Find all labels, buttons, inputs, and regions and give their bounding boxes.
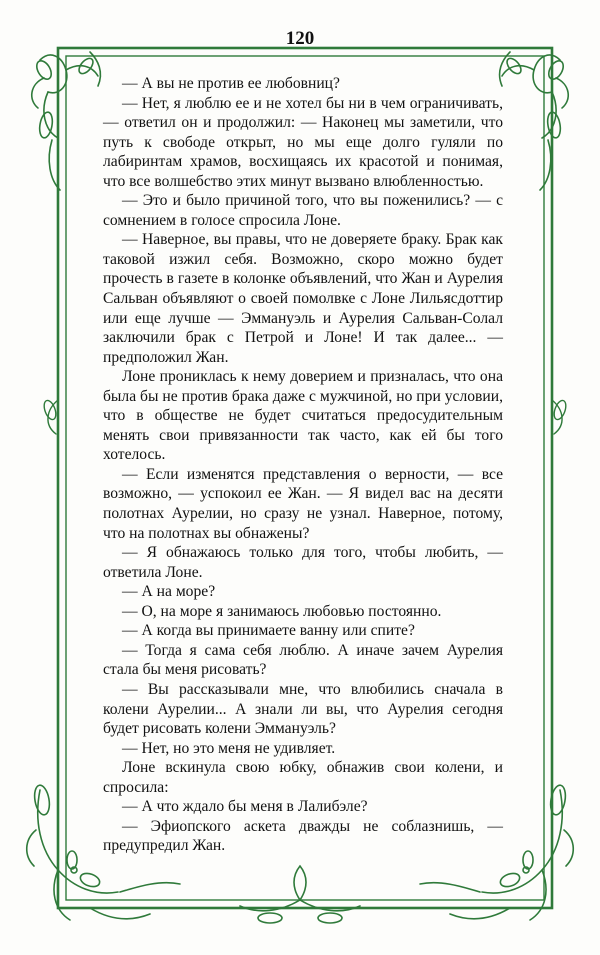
vine-ornament-right-side <box>552 399 568 434</box>
paragraph: — А когда вы принимаете ванну или спите? <box>122 622 415 640</box>
body-text <box>103 74 503 856</box>
paragraph: — О, на море я занимаюсь любовью постоянно. <box>122 602 442 620</box>
paragraph: Лоне вскинула свою юбку, обнажив свои колени, и спросила: <box>103 759 503 796</box>
vine-ornament-top-right <box>500 52 569 190</box>
paragraph: — А на море? <box>122 583 216 601</box>
paragraph: — Наверное, вы правы, что не доверяете браку. Брак как таковой изжил себя. Возможно, скоро можно будет прочесть в газете в колонке объявлений, что Жан и Аурелия Сальван объявляют о своей помолвке с Лоне Лильясдоттир или еще лучше — Эммануэль и Аурелия Сальван-Солал заключили брак с Петрой и Лоне! И так далее... — предположил Жан. <box>103 231 503 366</box>
paragraph: — Я обнажаюсь только для того, чтобы любить, — ответила Лоне. <box>103 544 503 581</box>
paragraph: — Тогда я сама себя люблю. А иначе зачем Аурелия стала бы меня рисовать? <box>103 641 503 679</box>
paragraph: — Нет, но это меня не удивляет. <box>122 739 336 757</box>
paragraph: — Нет, я люблю ее и не хотел бы ни в чем ограничивать, — ответил он и продолжил: — Наконец мы заметили, что путь к свободе открыт, но мы еще долго гуляли по лабиринтам храмов, восхищаясь их красотой и понимая, что все волшебство этих минут вызвано влюбленностью. <box>103 94 503 190</box>
vine-ornament-bottom-center <box>240 866 360 923</box>
paragraph: — Это и было причиной того, что вы поженились? — с сомнением в голосе спросила Лоне. <box>103 192 503 229</box>
paragraph: — Если изменятся представления о верности, — все возможно, — успокоил ее Жан. — Я видел вас на десяти полотнах Аурелии, но сразу не узнал. Наверное, потому, что на полотнах вы обнажены? <box>103 465 503 542</box>
vine-ornament-left-side <box>42 399 58 434</box>
paragraph: — Вы рассказывали мне, что влюбились сначала в колени Аурелии... А знали ли вы, что Аурелия сегодня будет рисовать колени Эммануэль? <box>103 680 503 738</box>
paragraph: Лоне прониклась к нему доверием и призналась, что она была бы не против брака даже с мужчиной, но при условии, что в обществе не будет считаться предосудительным менять свои привязанности так часто, как ей бы того хотелось. <box>103 368 503 464</box>
paragraph: — Эфиопского аскета дважды не соблазнишь, — предупредил Жан. <box>103 817 503 855</box>
paragraph: — А вы не против ее любовниц? <box>122 75 340 92</box>
page-number: 120 <box>285 28 315 49</box>
paragraph: — А что ждало бы меня в Лалибэле? <box>122 798 368 816</box>
